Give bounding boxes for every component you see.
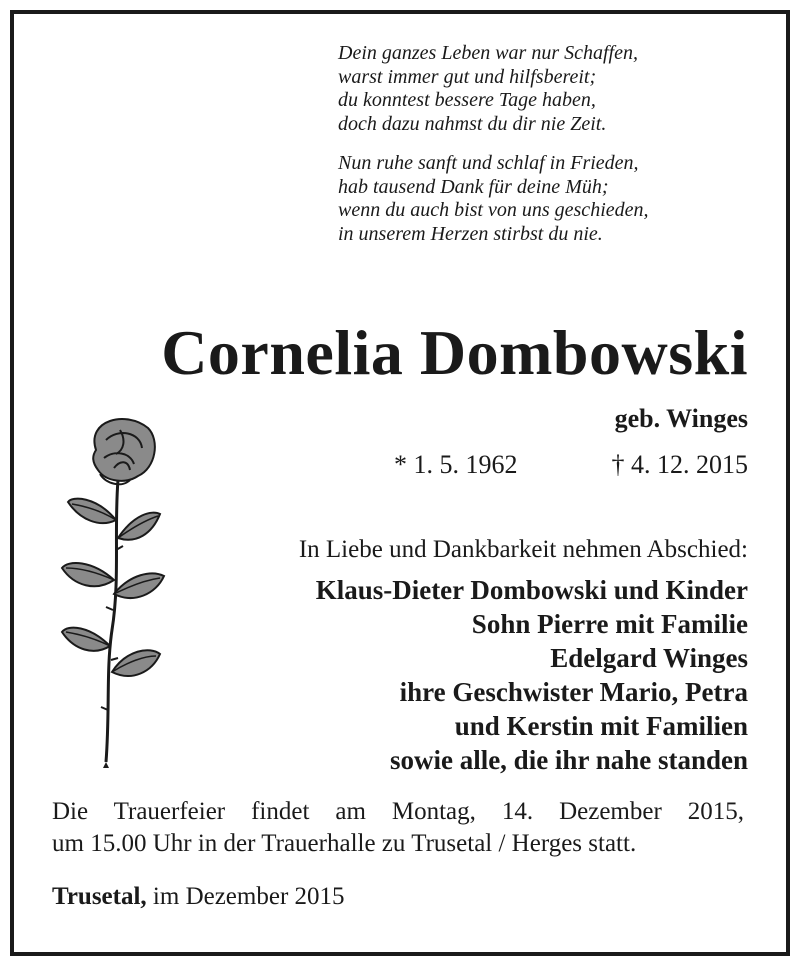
deceased-name: Cornelia Dombowski (161, 317, 748, 388)
memorial-poem (338, 42, 649, 246)
signoff-place: Trusetal, (52, 883, 147, 910)
poem-line: du konntest bessere Tage haben, (338, 89, 596, 111)
mourner-entry: Klaus-Dieter Dombowski und Kinder (315, 575, 748, 605)
signoff (52, 883, 345, 911)
mourner-entry: ihre Geschwister Mario, Petra (399, 677, 748, 707)
poem-line: warst immer gut und hilfsbereit; (338, 65, 597, 88)
poem-line: wenn du auch bist von uns geschieden, (338, 199, 649, 221)
poem-line: in unserem Herzen stirbst du nie. (338, 222, 603, 245)
mourner-entry: Edelgard Winges (550, 643, 748, 673)
maiden-name: geb. Winges (614, 404, 748, 433)
poem-line: hab tausend Dank für deine Müh; (338, 175, 609, 198)
poem-line: Dein ganzes Leben war nur Schaffen, (338, 42, 638, 64)
farewell-intro: In Liebe und Dankbarkeit nehmen Abschied: (298, 536, 748, 563)
rose-icon (56, 410, 176, 780)
mourner-entry: Sohn Pierre mit Familie (471, 609, 748, 639)
death-date: † 4. 12. 2015 (611, 450, 748, 479)
mourner-entry: und Kerstin mit Familien (454, 711, 748, 741)
poem-line: Nun ruhe sanft und schlaf in Frieden, (338, 152, 639, 174)
poem-line: doch dazu nahmst du dir nie Zeit. (338, 112, 607, 135)
birth-date: * 1. 5. 1962 (394, 450, 518, 479)
ceremony-line: Die Trauerfeier findet am Montag, 14. Dezember 2015, (52, 798, 744, 825)
ceremony-notice (52, 796, 744, 860)
mourner-entry: sowie alle, die ihr nahe standen (389, 745, 748, 775)
poem-stanza (338, 42, 649, 136)
poem-stanza (338, 152, 649, 246)
mourners-list (316, 573, 748, 777)
signoff-date: im Dezember 2015 (146, 883, 345, 910)
ceremony-line: um 15.00 Uhr in der Trauerhalle zu Trusetal / Herges statt. (52, 830, 637, 857)
